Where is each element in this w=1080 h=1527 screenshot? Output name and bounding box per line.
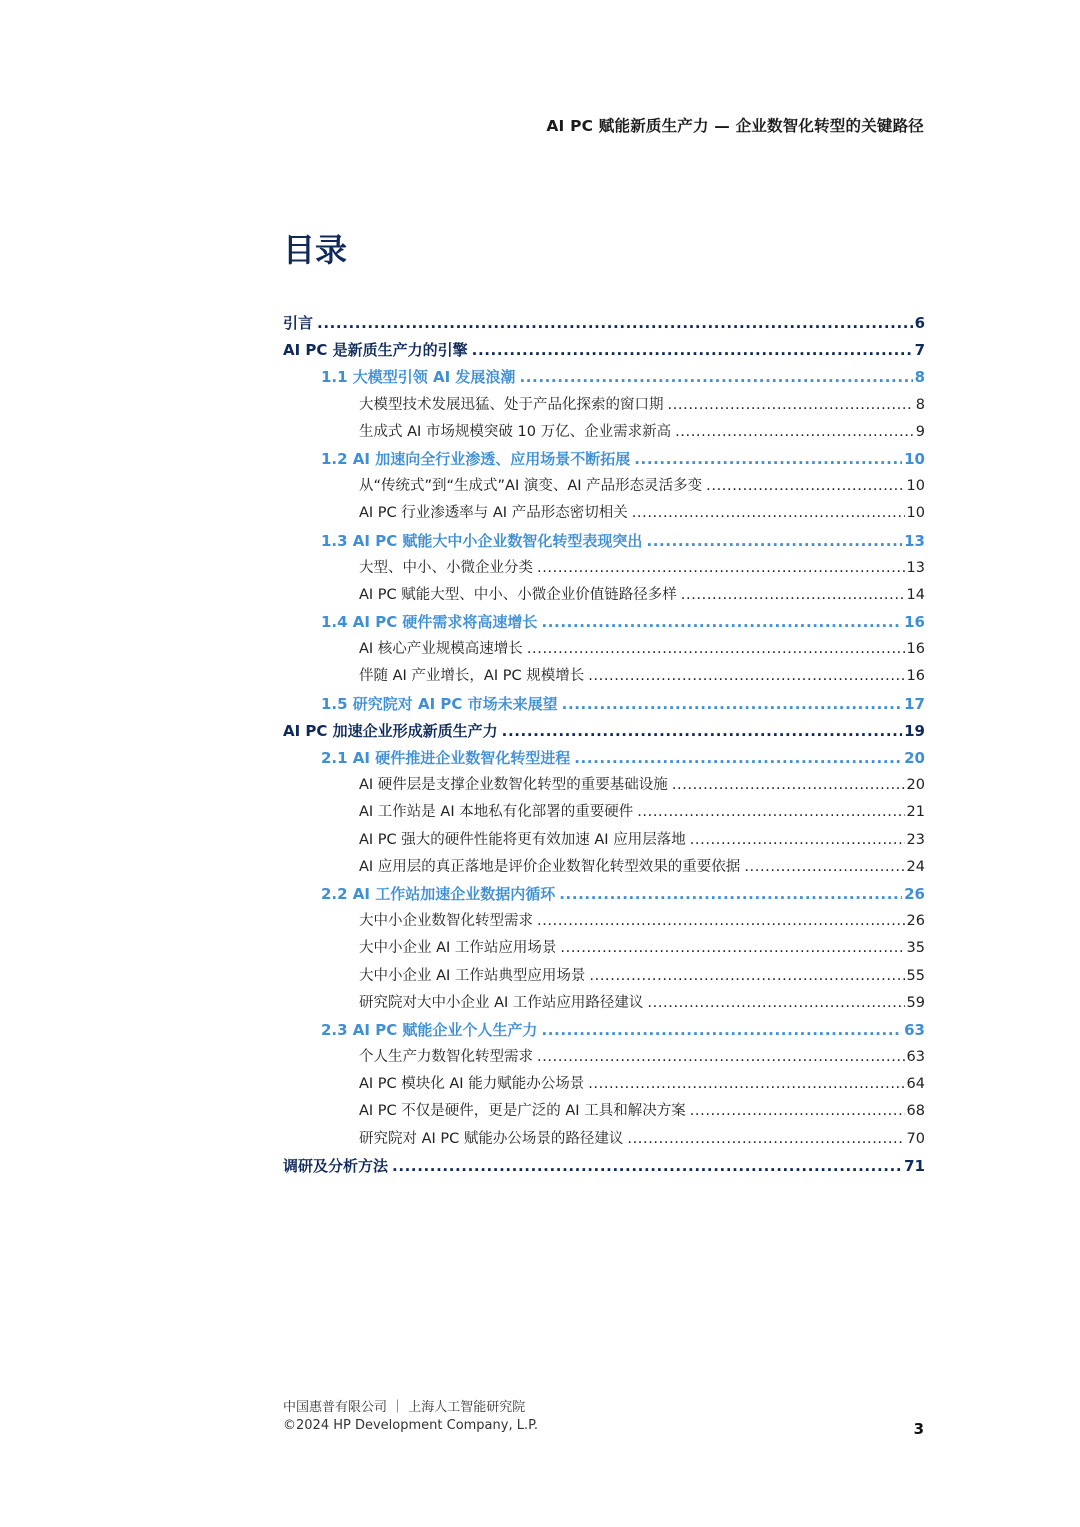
page-title: 目录 (283, 231, 348, 269)
toc-entry-page: 16 (906, 641, 925, 658)
toc-entry-page: 16 (904, 613, 925, 632)
toc-entry-level-2[interactable] (283, 528, 925, 555)
toc-entry-page: 55 (906, 967, 925, 984)
toc-entry-title: 大型、中小、小微企业分类 (359, 559, 533, 576)
toc-entry-page: 19 (904, 721, 925, 740)
running-header: AI PC 赋能新质生产力 — 企业数智化转型的关键路径 (546, 117, 924, 135)
toc-entry-title: 2.2 AI 工作站加速企业数据内循环 (321, 884, 556, 903)
toc-entry-level-3[interactable] (283, 419, 925, 446)
table-of-contents (283, 310, 925, 1180)
toc-leader-dots (706, 473, 904, 500)
toc-entry-title: 大中小企业 AI 工作站典型应用场景 (359, 967, 586, 984)
toc-entry-level-2[interactable] (283, 446, 925, 473)
toc-entry-title: AI PC 行业渗透率与 AI 产品形态密切相关 (359, 505, 628, 522)
toc-entry-page: 8 (915, 396, 925, 413)
toc-entry-title: 2.1 AI 硬件推进企业数智化转型进程 (321, 749, 571, 767)
toc-entry-title: 1.5 研究院对 AI PC 市场未来展望 (321, 694, 558, 713)
toc-leader-dots (574, 745, 902, 772)
toc-entry-title: AI PC 模块化 AI 能力赋能办公场景 (359, 1076, 585, 1093)
toc-entry-title: AI 工作站是 AI 本地私有化部署的重要硬件 (359, 804, 634, 821)
toc-entry-title: AI 核心产业规模高速增长 (359, 641, 523, 658)
toc-leader-dots (632, 500, 905, 527)
toc-entry-title: 1.1 大模型引领 AI 发展浪潮 (321, 368, 516, 387)
toc-entry-page: 6 (914, 314, 925, 332)
toc-entry-title: AI PC 不仅是硬件，更是广泛的 AI 工具和解决方案 (359, 1103, 686, 1120)
toc-leader-dots (681, 582, 905, 609)
toc-leader-dots (541, 1017, 902, 1044)
toc-entry-title: AI PC 是新质生产力的引擎 (283, 341, 468, 360)
toc-entry-page: 17 (904, 694, 925, 713)
toc-entry-page: 26 (906, 913, 925, 930)
toc-entry-title: 调研及分析方法 (283, 1156, 389, 1175)
toc-entry-page: 21 (906, 804, 925, 821)
toc-entry-level-3[interactable] (283, 854, 925, 881)
toc-entry-page: 68 (906, 1103, 925, 1120)
toc-leader-dots (537, 555, 905, 582)
toc-entry-level-3[interactable] (283, 1098, 925, 1125)
toc-leader-dots (562, 691, 902, 718)
toc-entry-title: 生成式 AI 市场规模突破 10 万亿、企业需求新高 (359, 423, 672, 440)
toc-entry-page: 10 (906, 505, 925, 522)
toc-entry-title: 从“传统式”到“生成式”AI 演变、AI 产品形态灵活多变 (359, 478, 703, 495)
toc-entry-level-2[interactable] (283, 1017, 925, 1044)
toc-entry-page: 13 (906, 559, 925, 576)
toc-entry-level-3[interactable] (283, 636, 925, 663)
toc-entry-level-3[interactable] (283, 935, 925, 962)
toc-leader-dots (502, 718, 902, 745)
toc-entry-title: AI 硬件层是支撑企业数智化转型的重要基础设施 (359, 777, 668, 794)
toc-leader-dots (744, 854, 904, 881)
toc-entry-title: 个人生产力数智化转型需求 (359, 1049, 533, 1066)
toc-entry-title: 大中小企业数智化转型需求 (359, 913, 533, 930)
toc-entry-page: 16 (906, 668, 925, 685)
toc-leader-dots (637, 799, 904, 826)
toc-leader-dots (675, 419, 914, 446)
toc-leader-dots (690, 1098, 905, 1125)
toc-entry-level-3[interactable] (283, 772, 925, 799)
toc-entry-title: 2.3 AI PC 赋能企业个人生产力 (321, 1020, 538, 1039)
toc-entry-level-3[interactable] (283, 1071, 925, 1098)
toc-entry-page: 59 (906, 994, 925, 1011)
toc-leader-dots (588, 1071, 904, 1098)
toc-entry-level-1[interactable] (283, 718, 925, 745)
toc-entry-level-3[interactable] (283, 392, 925, 419)
toc-entry-title: 引言 (283, 314, 314, 332)
toc-leader-dots (519, 364, 912, 391)
toc-entry-level-3[interactable] (283, 990, 925, 1017)
toc-entry-page: 23 (906, 831, 925, 848)
toc-entry-title: AI 应用层的真正落地是评价企业数智化转型效果的重要依据 (359, 858, 741, 875)
toc-entry-title: 大中小企业 AI 工作站应用场景 (359, 940, 557, 957)
toc-entry-level-1[interactable] (283, 310, 925, 337)
toc-leader-dots (537, 908, 905, 935)
toc-entry-level-3[interactable] (283, 663, 925, 690)
toc-entry-level-2[interactable] (283, 691, 925, 718)
toc-entry-page: 71 (904, 1156, 925, 1175)
toc-entry-level-3[interactable] (283, 555, 925, 582)
toc-leader-dots (672, 772, 905, 799)
toc-leader-dots (559, 881, 902, 908)
toc-leader-dots (560, 935, 904, 962)
toc-entry-title: 伴随 AI 产业增长，AI PC 规模增长 (359, 668, 585, 685)
toc-entry-title: 1.4 AI PC 硬件需求将高速增长 (321, 613, 538, 632)
toc-entry-title: 1.2 AI 加速向全行业渗透、应用场景不断拓展 (321, 449, 631, 468)
toc-entry-level-3[interactable] (283, 1044, 925, 1071)
toc-entry-page: 24 (906, 858, 925, 875)
toc-leader-dots (527, 636, 905, 663)
toc-leader-dots (472, 337, 913, 364)
toc-leader-dots (627, 1126, 904, 1153)
toc-entry-title: 1.3 AI PC 赋能大中小企业数智化转型表现突出 (321, 531, 643, 550)
toc-entry-page: 10 (906, 478, 925, 495)
toc-leader-dots (317, 310, 913, 337)
toc-entry-title: AI PC 强大的硬件性能将更有效加速 AI 应用层落地 (359, 831, 686, 848)
footer-copyright: ©2024 HP Development Company, L.P. (283, 1418, 539, 1433)
toc-entry-level-3[interactable] (283, 500, 925, 527)
toc-entry-title: 研究院对 AI PC 赋能办公场景的路径建议 (359, 1130, 624, 1147)
toc-entry-level-2[interactable] (283, 745, 925, 772)
toc-entry-level-1[interactable] (283, 1153, 925, 1180)
toc-entry-level-3[interactable] (283, 473, 925, 500)
toc-entry-page: 14 (906, 586, 925, 603)
toc-leader-dots (589, 963, 904, 990)
toc-entry-page: 20 (904, 749, 925, 767)
toc-entry-title: AI PC 赋能大型、中小、小微企业价值链路径多样 (359, 586, 677, 603)
footer-organizations: 中国惠普有限公司 ｜ 上海人工智能研究院 (283, 1400, 526, 1415)
toc-leader-dots (588, 663, 904, 690)
toc-leader-dots (541, 609, 902, 636)
toc-entry-level-2[interactable] (283, 364, 925, 391)
page-number: 3 (913, 1420, 924, 1438)
toc-leader-dots (634, 446, 902, 473)
toc-entry-page: 63 (904, 1020, 925, 1039)
toc-leader-dots (646, 528, 902, 555)
toc-entry-level-2[interactable] (283, 881, 925, 908)
toc-leader-dots (537, 1044, 905, 1071)
toc-entry-page: 70 (906, 1130, 925, 1147)
toc-entry-level-3[interactable] (283, 582, 925, 609)
toc-entry-page: 8 (914, 368, 925, 387)
toc-entry-level-3[interactable] (283, 1126, 925, 1153)
toc-entry-page: 13 (904, 531, 925, 550)
toc-entry-title: 大模型技术发展迅猛、处于产品化探索的窗口期 (359, 396, 664, 413)
toc-entry-level-1[interactable] (283, 337, 925, 364)
toc-entry-level-3[interactable] (283, 963, 925, 990)
toc-leader-dots (668, 392, 914, 419)
toc-entry-page: 9 (915, 423, 925, 440)
toc-entry-page: 26 (904, 884, 925, 903)
toc-leader-dots (647, 990, 904, 1017)
toc-entry-page: 20 (906, 777, 925, 794)
toc-entry-page: 64 (906, 1076, 925, 1093)
toc-entry-page: 35 (906, 940, 925, 957)
toc-leader-dots (392, 1153, 902, 1180)
toc-entry-level-3[interactable] (283, 827, 925, 854)
toc-entry-level-2[interactable] (283, 609, 925, 636)
toc-entry-page: 7 (914, 341, 925, 360)
toc-entry-title: 研究院对大中小企业 AI 工作站应用路径建议 (359, 994, 644, 1011)
toc-entry-level-3[interactable] (283, 799, 925, 826)
toc-entry-page: 10 (904, 449, 925, 468)
toc-entry-level-3[interactable] (283, 908, 925, 935)
toc-entry-page: 63 (906, 1049, 925, 1066)
toc-leader-dots (690, 827, 905, 854)
toc-entry-title: AI PC 加速企业形成新质生产力 (283, 721, 498, 740)
